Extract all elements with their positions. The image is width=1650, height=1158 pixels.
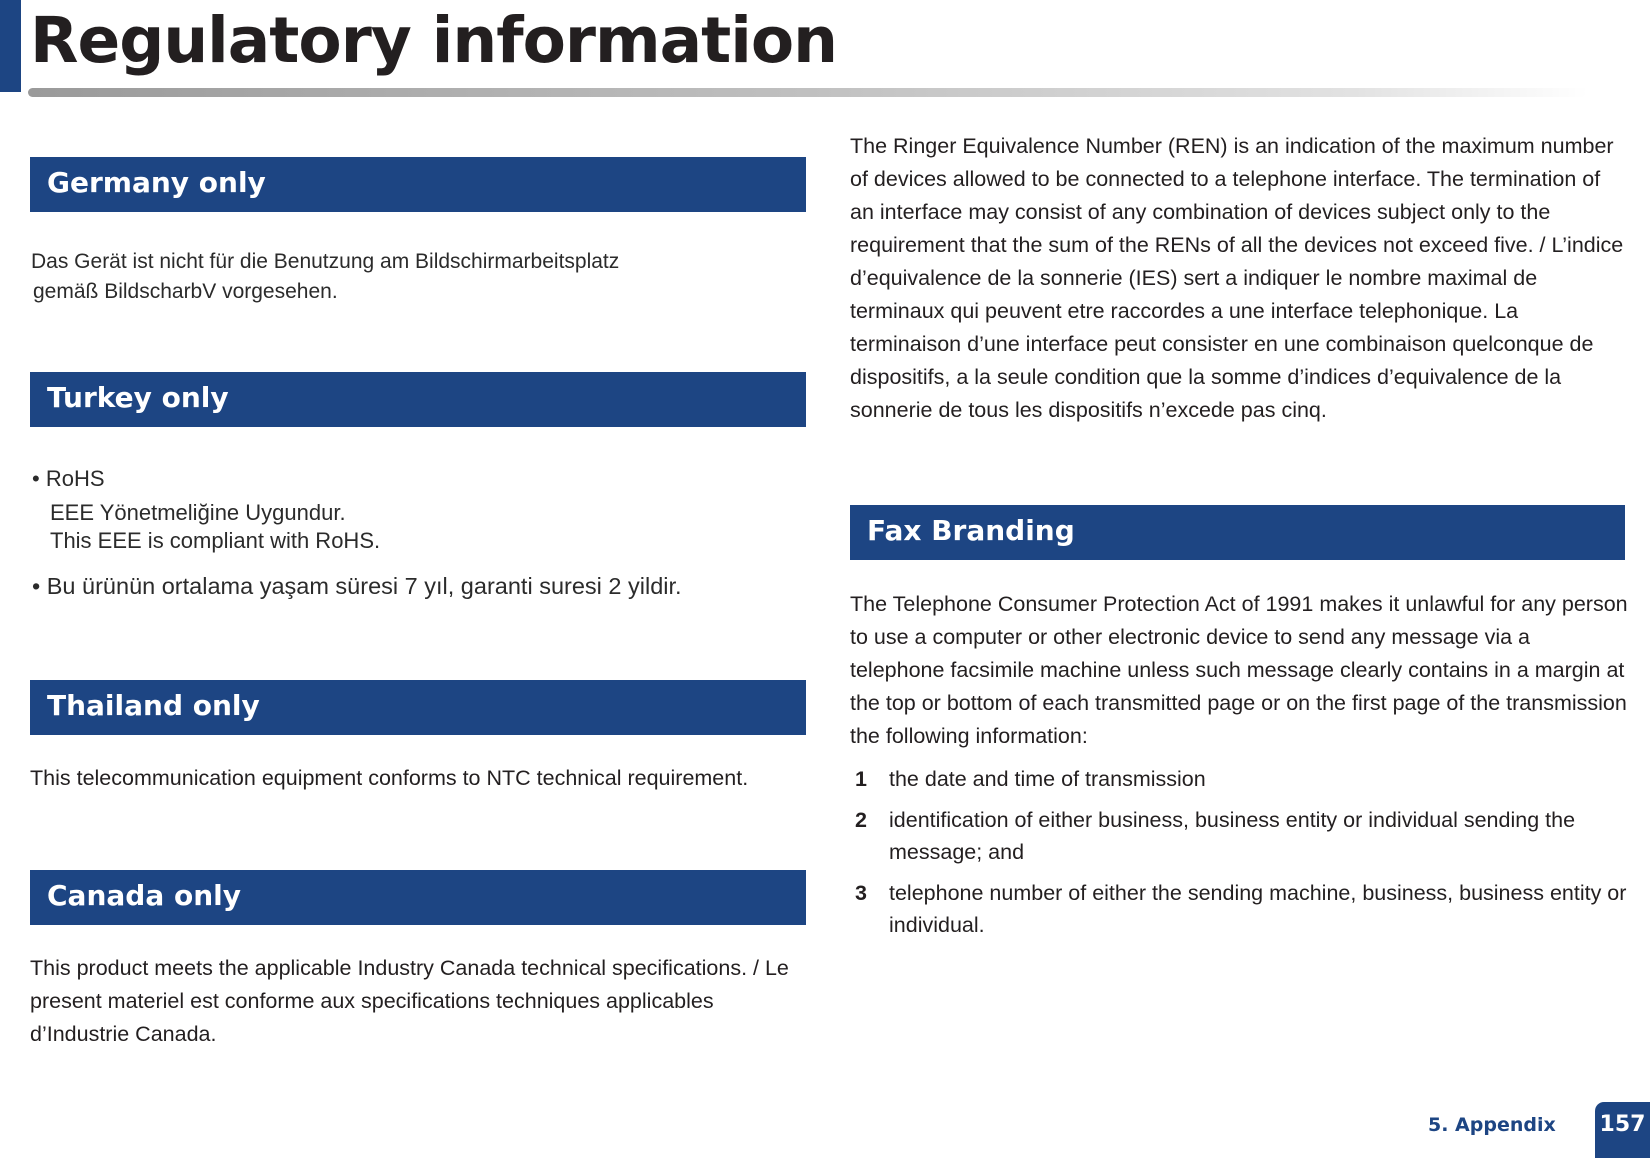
- list-item-number: 2: [855, 808, 867, 832]
- turkey-rohs-title: • RoHS: [32, 466, 105, 491]
- page-title: Regulatory information: [30, 4, 837, 77]
- section-title-fax-branding: Fax Branding: [867, 514, 1075, 547]
- page-number-badge: [1595, 1102, 1650, 1158]
- page-number: 157: [1599, 1112, 1646, 1137]
- title-underline: [28, 88, 1588, 97]
- fax-intro-text: The Telephone Consumer Protection Act of 1991 makes it unlawful for any person to use a computer or other electronic device to send any message via a telephone facsimile machine unless such message clearly contains in a margin at the top or bottom of each transmitted page or on the first page of the transmission the following information:: [850, 592, 1628, 748]
- section-title-turkey: Turkey only: [47, 381, 229, 414]
- section-title-canada: Canada only: [47, 879, 241, 912]
- turkey-rohs-line2: This EEE is compliant with RoHS.: [50, 528, 381, 553]
- section-header-germany: [30, 157, 806, 212]
- section-header-canada: [30, 870, 806, 925]
- fax-requirements-list: [850, 763, 1630, 950]
- canada-text: This product meets the applicable Industry Canada technical specifications. / Le present materiel est conforme aux specifications techniques applicables d’Industrie Canada.: [30, 956, 789, 1046]
- section-title-germany: Germany only: [47, 166, 266, 199]
- list-item-text: the date and time of transmission: [889, 767, 1206, 791]
- germany-text-line1: Das Gerät ist nicht für die Benutzung am Bildschirmarbeitsplatz: [31, 250, 620, 273]
- ren-text: The Ringer Equivalence Number (REN) is an indication of the maximum number of devices allowed to be connected to a telephone interface. The termination of an interface may consist of any combination of devices subject only to the requirement that the sum of the RENs of all the devices not exceed five. / L’indice d’equivalence de la sonnerie (IES) sert a indiquer le nombre maximal de terminaux qui peuvent etre raccordes a une interface telephonique. La terminaison d’une interface peut consister en une combinaison quelconque de dispositifs, a la seule condition que la somme d’indices d’equivalence de la sonnerie de tous les dispositifs n’excede pas cinq.: [850, 134, 1624, 422]
- thailand-text: This telecommunication equipment conforms to NTC technical requirement.: [30, 766, 749, 790]
- turkey-rohs-line1: EEE Yönetmeliğine Uygundur.: [50, 500, 346, 525]
- section-title-thailand: Thailand only: [47, 689, 260, 722]
- turkey-lifetime-text: • Bu ürünün ortalama yaşam süresi 7 yıl, garanti suresi 2 yildir.: [32, 573, 682, 599]
- title-accent-bar: [0, 0, 21, 92]
- section-header-fax-branding: [850, 505, 1625, 560]
- list-item: [850, 763, 1630, 795]
- list-item-text: identification of either business, business entity or individual sending the message; and: [889, 808, 1576, 864]
- section-header-thailand: [30, 680, 806, 735]
- list-item-text: telephone number of either the sending machine, business, business entity or individual.: [889, 881, 1627, 937]
- list-item: [850, 877, 1630, 941]
- list-item: [850, 804, 1630, 868]
- list-item-number: 3: [855, 881, 867, 905]
- footer-section-label: 5. Appendix: [1428, 1114, 1556, 1136]
- list-item-number: 1: [855, 767, 867, 791]
- section-header-turkey: [30, 372, 806, 427]
- germany-text-line2: gemäß BildscharbV vorgesehen.: [33, 280, 338, 303]
